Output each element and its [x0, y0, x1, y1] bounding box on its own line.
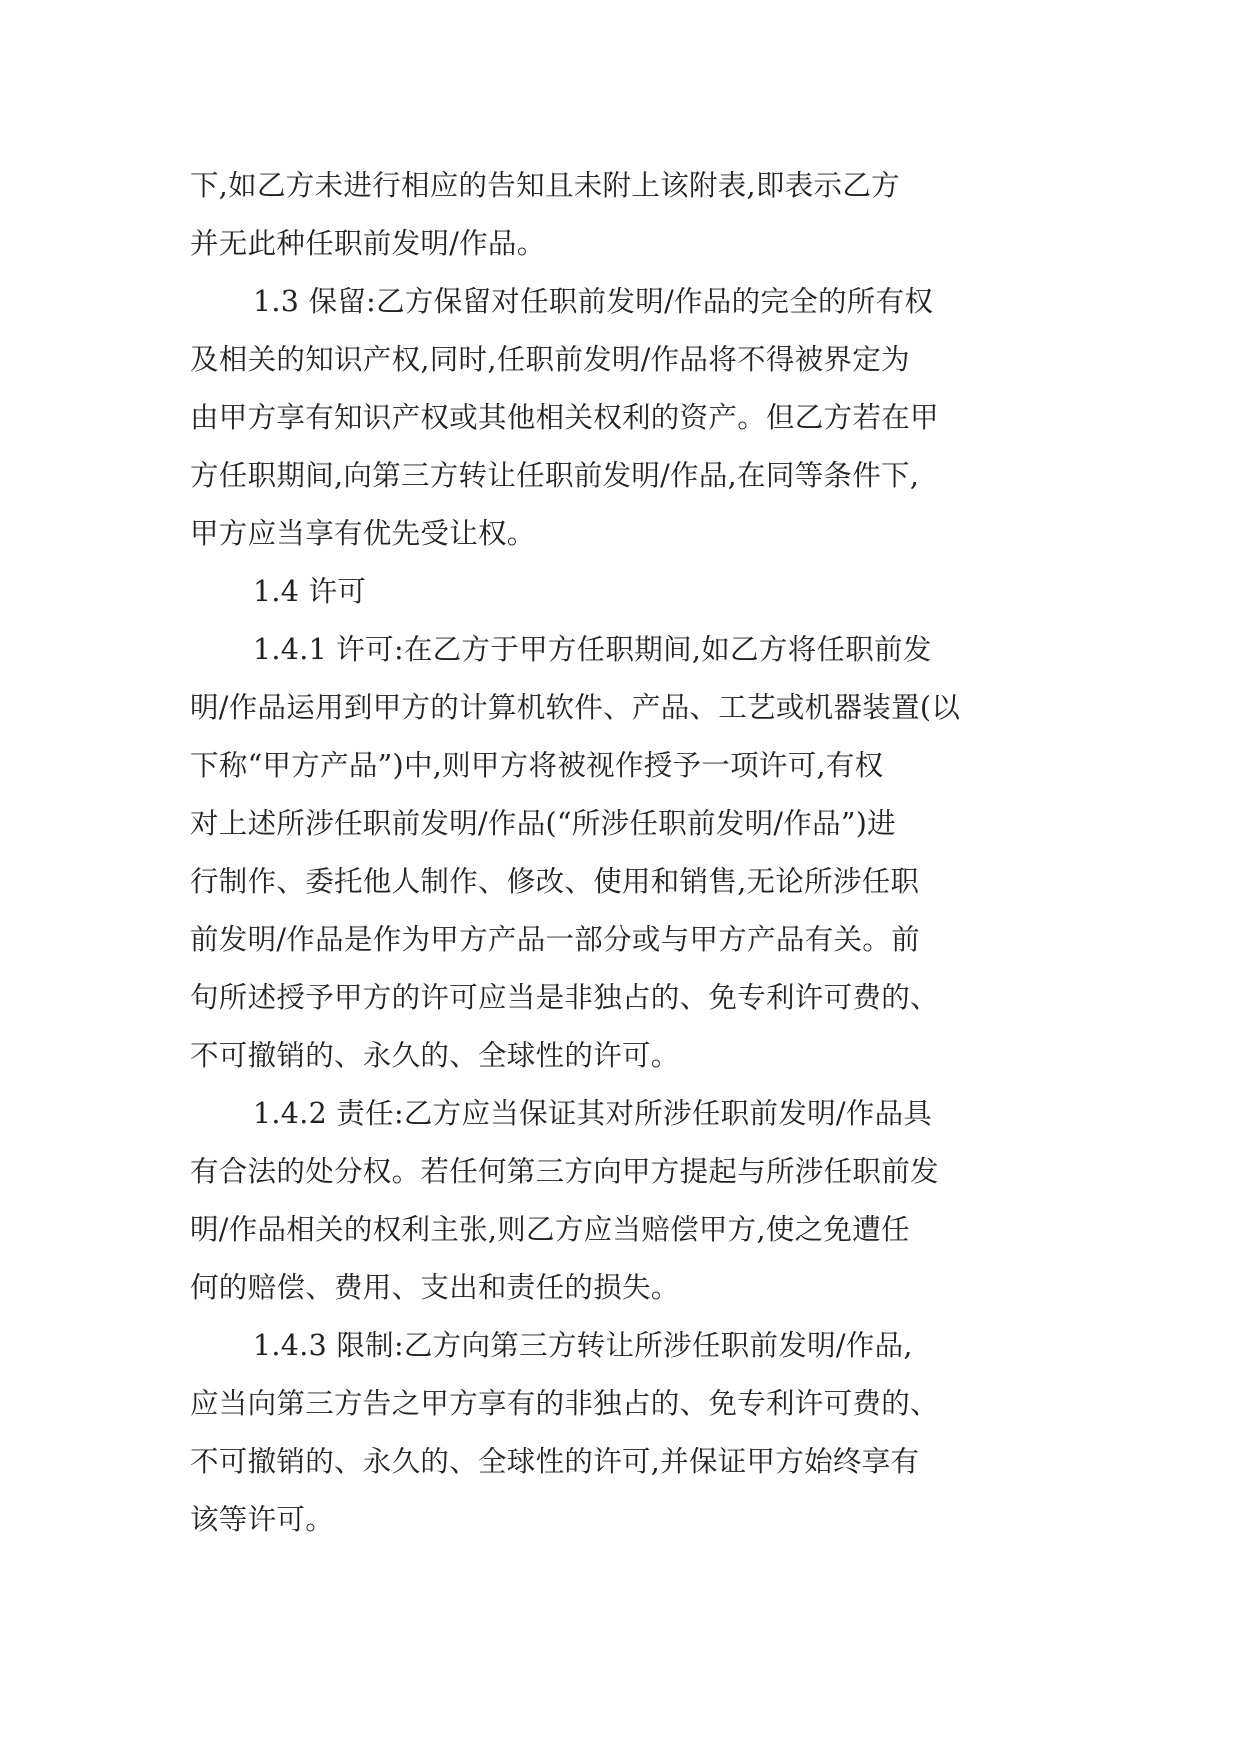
text-line: 甲方应当享有优先受让权。 — [190, 517, 536, 550]
text-line: 及相关的知识产权,同时,任职前发明/作品将不得被界定为 — [190, 343, 910, 376]
text-line: 方任职期间,向第三方转让任职前发明/作品,在同等条件下, — [190, 459, 920, 492]
text-line: 前发明/作品是作为甲方产品一部分或与甲方产品有关。前 — [190, 923, 920, 956]
section-1-4-heading: 1.4 许可 — [253, 575, 367, 608]
section-1-3-heading-line: 1.3 保留:乙方保留对任职前发明/作品的完全的所有权 — [253, 285, 934, 318]
text-line: 应当向第三方告之甲方享有的非独占的、免专利许可费的、 — [190, 1387, 939, 1420]
text-line: 下,如乙方未进行相应的告知且未附上该附表,即表示乙方 — [190, 169, 900, 202]
text-line: 句所述授予甲方的许可应当是非独占的、免专利许可费的、 — [190, 981, 939, 1014]
text-line: 何的赔偿、费用、支出和责任的损失。 — [190, 1271, 680, 1304]
text-line: 该等许可。 — [190, 1503, 335, 1536]
text-line: 行制作、委托他人制作、修改、使用和销售,无论所涉任职 — [190, 865, 920, 898]
text-line: 明/作品运用到甲方的计算机软件、产品、工艺或机器装置(以 — [190, 691, 961, 724]
section-1-4-2-heading-line: 1.4.2 责任:乙方应当保证其对所涉任职前发明/作品具 — [253, 1097, 933, 1130]
text-line: 下称“甲方产品”)中,则甲方将被视作授予一项许可,有权 — [190, 749, 884, 782]
text-line: 由甲方享有知识产权或其他相关权利的资产。但乙方若在甲 — [190, 401, 939, 434]
text-line: 不可撤销的、永久的、全球性的许可。 — [190, 1039, 680, 1072]
text-line: 明/作品相关的权利主张,则乙方应当赔偿甲方,使之免遭任 — [190, 1213, 910, 1246]
section-1-4-3-heading-line: 1.4.3 限制:乙方向第三方转让所涉任职前发明/作品, — [253, 1329, 913, 1362]
text-line: 并无此种任职前发明/作品。 — [190, 227, 546, 260]
text-line: 有合法的处分权。若任何第三方向甲方提起与所涉任职前发 — [190, 1155, 939, 1188]
text-line: 对上述所涉任职前发明/作品(“所涉任职前发明/作品”)进 — [190, 807, 896, 840]
text-line: 不可撤销的、永久的、全球性的许可,并保证甲方始终享有 — [190, 1445, 920, 1478]
section-1-4-1-heading-line: 1.4.1 许可:在乙方于甲方任职期间,如乙方将任职前发 — [253, 633, 932, 666]
